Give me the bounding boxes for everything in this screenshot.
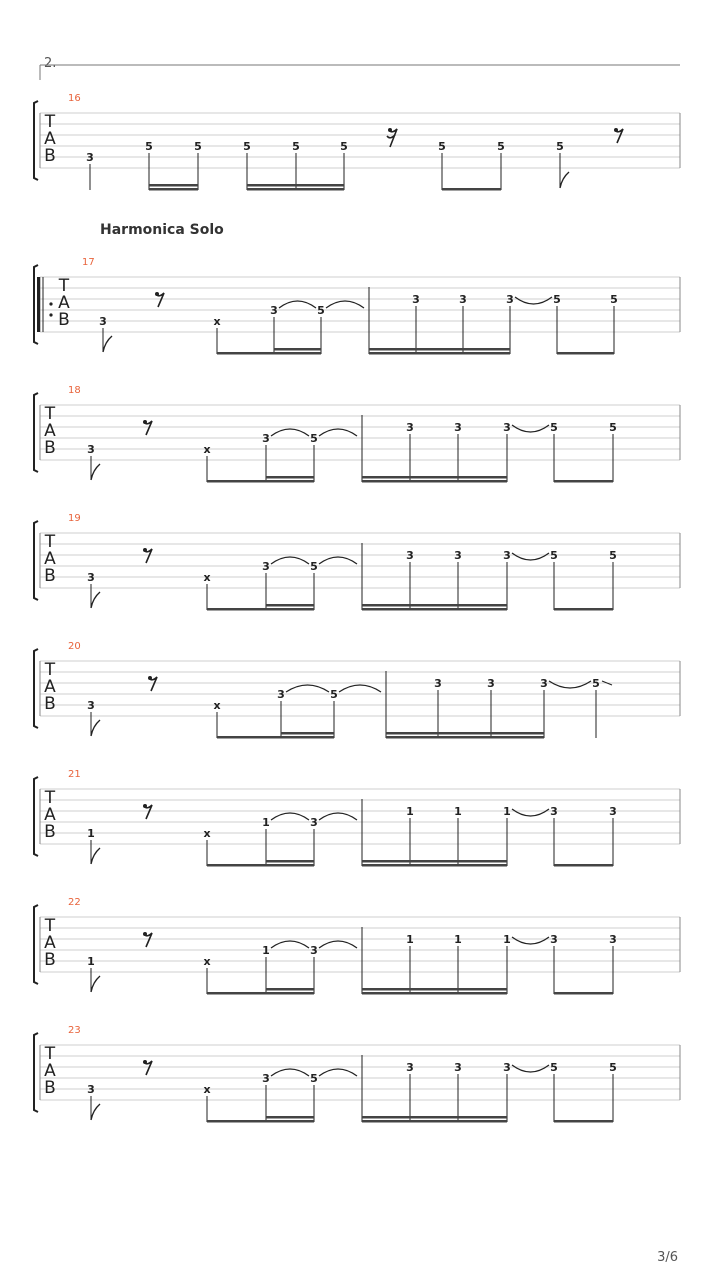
fret-number: x — [213, 315, 221, 328]
note-flag — [91, 848, 100, 864]
tie-arc — [319, 429, 357, 436]
fret-number: 1 — [503, 933, 511, 946]
fret-number: 5 — [609, 1061, 617, 1074]
tab-clef-letter: T — [44, 404, 56, 424]
measure-number: 18 — [68, 385, 81, 396]
fret-number: x — [203, 443, 211, 456]
tab-system-21 — [34, 769, 680, 867]
beam-primary — [207, 864, 314, 867]
note-flag — [91, 720, 100, 736]
beam-secondary — [386, 732, 544, 735]
tab-system-20 — [34, 641, 680, 739]
tie-arc — [512, 809, 549, 816]
tie-arc — [549, 681, 591, 688]
note-flag — [91, 1104, 100, 1120]
beam-secondary — [266, 860, 314, 863]
fret-number: 3 — [277, 688, 285, 701]
fret-number: 1 — [87, 955, 95, 968]
fret-number: 5 — [194, 140, 202, 153]
fret-number: 1 — [262, 816, 270, 829]
beam-primary — [557, 352, 614, 355]
tie-arc — [512, 937, 549, 944]
tab-system-17 — [34, 257, 680, 355]
fret-number: 1 — [406, 805, 414, 818]
tab-clef-letter: T — [44, 532, 56, 552]
page-number: 3/6 — [657, 1250, 678, 1265]
fret-number: 5 — [592, 677, 600, 690]
fret-number: 3 — [609, 933, 617, 946]
tab-clef-letter: T — [44, 112, 56, 132]
system-bracket — [34, 101, 38, 180]
beam-primary — [217, 352, 321, 355]
beam-primary — [386, 736, 544, 739]
tab-clef-letter: A — [44, 933, 56, 953]
system-bracket — [34, 649, 38, 728]
fret-number: 5 — [610, 293, 618, 306]
tab-clef-letter: T — [58, 276, 70, 296]
rest-dot — [148, 676, 152, 680]
beam-primary — [554, 992, 613, 995]
fret-number: 3 — [412, 293, 420, 306]
system-bracket — [34, 905, 38, 984]
beam-primary — [207, 608, 314, 611]
measure-number: 19 — [68, 513, 81, 524]
measure-number: 20 — [68, 641, 81, 652]
fret-number: 1 — [454, 805, 462, 818]
system-bracket — [34, 777, 38, 856]
tab-clef-letter: B — [58, 310, 70, 330]
tab-clef-letter: B — [44, 822, 56, 842]
fret-number: x — [203, 571, 211, 584]
fret-number: x — [213, 699, 221, 712]
tie-arc — [271, 813, 309, 820]
beam-secondary — [266, 604, 314, 607]
tie-arc — [512, 1065, 549, 1072]
note-flag — [103, 336, 112, 352]
fret-number: x — [203, 1083, 211, 1096]
fret-number: 5 — [292, 140, 300, 153]
tab-clef-letter: A — [44, 1061, 56, 1081]
tie-arc — [319, 941, 357, 948]
beam-primary — [442, 188, 501, 191]
note-flag — [560, 172, 569, 188]
section-title: Harmonica Solo — [100, 222, 224, 238]
fret-number: 1 — [454, 933, 462, 946]
tab-clef-letter: T — [44, 1044, 56, 1064]
rest-dot — [143, 932, 147, 936]
system-bracket — [34, 1033, 38, 1112]
tab-clef-letter: B — [44, 146, 56, 166]
beam-primary — [369, 352, 510, 355]
rest-dot — [143, 1060, 147, 1064]
fret-number: 3 — [87, 443, 95, 456]
beam-secondary — [369, 348, 510, 351]
fret-number: 3 — [503, 1061, 511, 1074]
fret-number: 3 — [506, 293, 514, 306]
beam-secondary — [281, 732, 334, 735]
beam-primary — [247, 188, 344, 191]
note-flag — [91, 464, 100, 480]
tab-system-23 — [34, 1025, 680, 1123]
fret-number: x — [203, 827, 211, 840]
fret-number: 1 — [262, 944, 270, 957]
rest-dot — [614, 128, 618, 132]
tie-arc — [512, 553, 549, 560]
tie-arc — [515, 297, 552, 304]
fret-number: 5 — [556, 140, 564, 153]
beam-primary — [362, 1120, 507, 1123]
volta-ending-label: 2. — [44, 56, 57, 71]
tab-system-19 — [34, 513, 680, 611]
tie-arc — [512, 425, 549, 432]
fret-number: 5 — [340, 140, 348, 153]
tie-arc — [271, 1069, 309, 1076]
measure-number: 22 — [68, 897, 81, 908]
beam-primary — [207, 480, 314, 483]
tie-arc — [326, 301, 364, 308]
tab-system-18 — [34, 385, 680, 483]
fret-number: 3 — [487, 677, 495, 690]
rest-dot — [143, 548, 147, 552]
fret-number: 5 — [550, 421, 558, 434]
tie-arc — [271, 941, 309, 948]
rest-dot — [388, 128, 392, 132]
fret-number: 1 — [406, 933, 414, 946]
tab-clef-letter: A — [44, 677, 56, 697]
fret-number: 1 — [87, 827, 95, 840]
beam-primary — [207, 1120, 314, 1123]
fret-number: 5 — [243, 140, 251, 153]
fret-number: 3 — [310, 816, 318, 829]
beam-secondary — [362, 860, 507, 863]
beam-primary — [362, 608, 507, 611]
measure-number: 21 — [68, 769, 81, 780]
tie-arc — [286, 685, 329, 692]
fret-number: 3 — [550, 805, 558, 818]
beam-primary — [217, 736, 334, 739]
rest-dot — [143, 420, 147, 424]
note-flag — [91, 592, 100, 608]
tab-clef-letter: B — [44, 694, 56, 714]
fret-number: 5 — [317, 304, 325, 317]
tab-clef-letter: A — [44, 549, 56, 569]
fret-number: 5 — [310, 1072, 318, 1085]
tab-clef-letter: B — [44, 566, 56, 586]
fret-number: 5 — [553, 293, 561, 306]
tie-arc — [319, 1069, 357, 1076]
fret-number: 3 — [454, 549, 462, 562]
beam-secondary — [362, 988, 507, 991]
tie-arc — [271, 557, 309, 564]
beam-primary — [149, 188, 198, 191]
system-bracket — [34, 393, 38, 472]
fret-number: 3 — [503, 421, 511, 434]
tie-arc — [319, 813, 357, 820]
fret-number: 3 — [434, 677, 442, 690]
fret-number: 3 — [87, 571, 95, 584]
tab-clef-letter: B — [44, 950, 56, 970]
tab-clef-letter: T — [44, 788, 56, 808]
fret-number: 3 — [310, 944, 318, 957]
tab-clef-letter: A — [44, 129, 56, 149]
tab-clef-letter: T — [44, 660, 56, 680]
fret-number: 5 — [145, 140, 153, 153]
fret-number: 5 — [497, 140, 505, 153]
fret-number: 3 — [262, 432, 270, 445]
tab-clef-letter: B — [44, 1078, 56, 1098]
tab-system-22 — [34, 897, 680, 995]
measure-number: 16 — [68, 93, 81, 104]
fret-number: x — [203, 955, 211, 968]
tab-clef-letter: A — [44, 805, 56, 825]
fret-number: 5 — [609, 421, 617, 434]
beam-secondary — [266, 476, 314, 479]
fret-number: 5 — [310, 560, 318, 573]
beam-primary — [554, 864, 613, 867]
repeat-dot — [49, 313, 52, 316]
fret-number: 1 — [503, 805, 511, 818]
tie-arc — [339, 685, 381, 692]
fret-number: 5 — [550, 549, 558, 562]
beam-primary — [362, 992, 507, 995]
fret-number: 3 — [609, 805, 617, 818]
fret-number: 3 — [459, 293, 467, 306]
measure-number: 23 — [68, 1025, 81, 1036]
fret-number: 3 — [550, 933, 558, 946]
beam-secondary — [362, 476, 507, 479]
beam-secondary — [362, 604, 507, 607]
tab-clef-letter: T — [44, 916, 56, 936]
fret-number: 3 — [406, 1061, 414, 1074]
fret-number: 5 — [609, 549, 617, 562]
fret-number: 3 — [87, 1083, 95, 1096]
fret-number: 3 — [86, 151, 94, 164]
repeat-thick-bar — [37, 277, 40, 332]
repeat-dot — [49, 302, 52, 305]
beam-secondary — [247, 184, 344, 187]
fret-number: 3 — [262, 1072, 270, 1085]
beam-secondary — [362, 1116, 507, 1119]
fret-number: 5 — [330, 688, 338, 701]
fret-number: 3 — [262, 560, 270, 573]
beam-secondary — [266, 988, 314, 991]
beam-secondary — [266, 1116, 314, 1119]
fret-number: 3 — [503, 549, 511, 562]
tab-system-16 — [34, 93, 680, 191]
fret-number: 5 — [310, 432, 318, 445]
rest-dot — [143, 804, 147, 808]
tab-clef-letter: A — [58, 293, 70, 313]
beam-secondary — [149, 184, 198, 187]
fret-number: 3 — [454, 421, 462, 434]
fret-number: 3 — [87, 699, 95, 712]
tab-clef-letter: A — [44, 421, 56, 441]
fret-number: 5 — [438, 140, 446, 153]
beam-primary — [362, 480, 507, 483]
beam-primary — [207, 992, 314, 995]
tie-arc — [319, 557, 357, 564]
rest-dot — [155, 292, 159, 296]
beam-primary — [554, 1120, 613, 1123]
fret-number: 5 — [550, 1061, 558, 1074]
tie-arc — [271, 429, 309, 436]
measure-number: 17 — [82, 257, 95, 268]
fret-number: 3 — [454, 1061, 462, 1074]
fret-number: 3 — [270, 304, 278, 317]
tie-arc — [279, 301, 316, 308]
fret-number: 3 — [406, 421, 414, 434]
note-flag — [91, 976, 100, 992]
system-bracket — [34, 521, 38, 600]
beam-primary — [554, 480, 613, 483]
fret-number: 3 — [99, 315, 107, 328]
fret-number: 3 — [540, 677, 548, 690]
beam-secondary — [274, 348, 321, 351]
fret-number: 3 — [406, 549, 414, 562]
beam-primary — [362, 864, 507, 867]
tab-clef-letter: B — [44, 438, 56, 458]
beam-primary — [554, 608, 613, 611]
